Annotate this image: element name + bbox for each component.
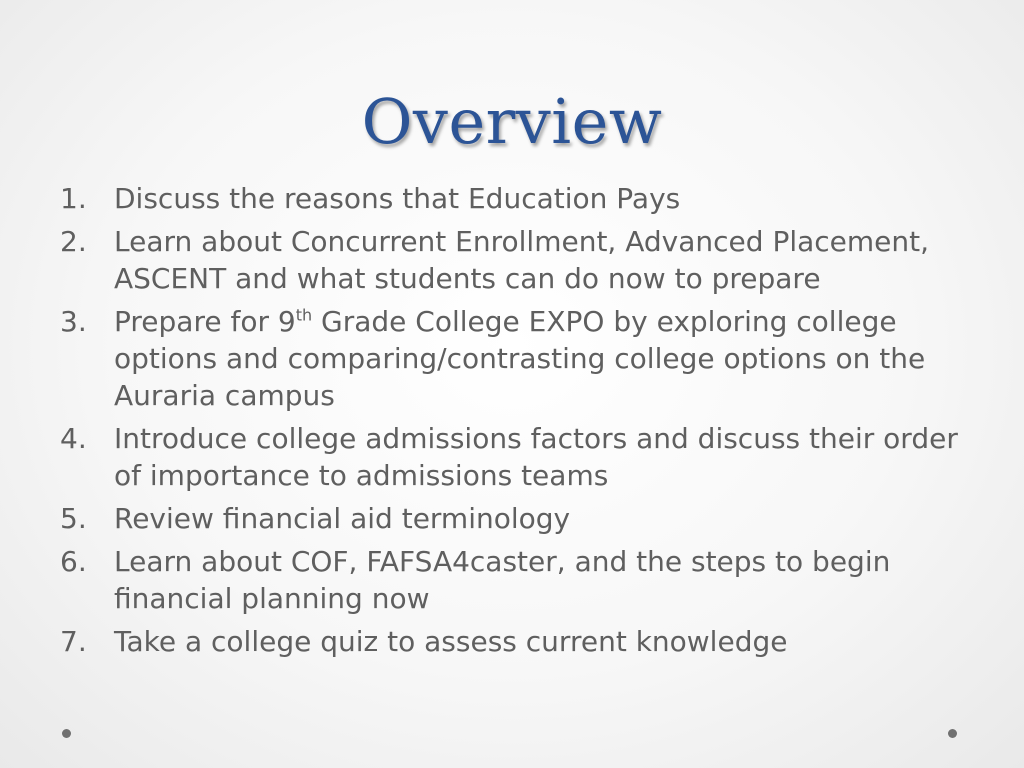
overview-list (60, 180, 960, 666)
list-item-number: 6. (60, 545, 87, 578)
list-item-text: Take a college quiz to assess current knowledge (114, 625, 788, 658)
list-item-text: Learn about COF, FAFSA4caster, and the steps to begin financial planning now (114, 545, 891, 615)
ordinal-superscript: th (295, 305, 313, 325)
decorative-dot-right (948, 729, 957, 738)
list-item-text-start: Prepare for 9 (114, 305, 296, 338)
list-item-number: 7. (60, 625, 87, 658)
list-item (60, 303, 960, 414)
list-item-text-end: Grade College EXPO by exploring college options and comparing/contrasting college options on the Auraria campus (114, 305, 926, 412)
decorative-dot-left (62, 729, 71, 738)
list-item-number: 2. (60, 225, 87, 258)
list-item-text: Introduce college admissions factors and discuss their order of importance to admissions teams (114, 422, 958, 492)
list-item-number: 3. (60, 305, 87, 338)
list-item (60, 223, 960, 297)
list-item-number: 4. (60, 422, 87, 455)
list-item (60, 420, 960, 494)
list-item-number: 1. (60, 182, 87, 215)
list-item-text: Discuss the reasons that Education Pays (114, 182, 681, 215)
list-item (60, 500, 960, 537)
list-item-text: Learn about Concurrent Enrollment, Advanced Placement, ASCENT and what students can do now to prepare (114, 225, 930, 295)
list-item (60, 180, 960, 217)
list-item-number: 5. (60, 502, 87, 535)
list-item (60, 623, 960, 660)
slide-title: Overview (361, 85, 663, 158)
list-item-text: Review financial aid terminology (114, 502, 571, 535)
list-item (60, 543, 960, 617)
